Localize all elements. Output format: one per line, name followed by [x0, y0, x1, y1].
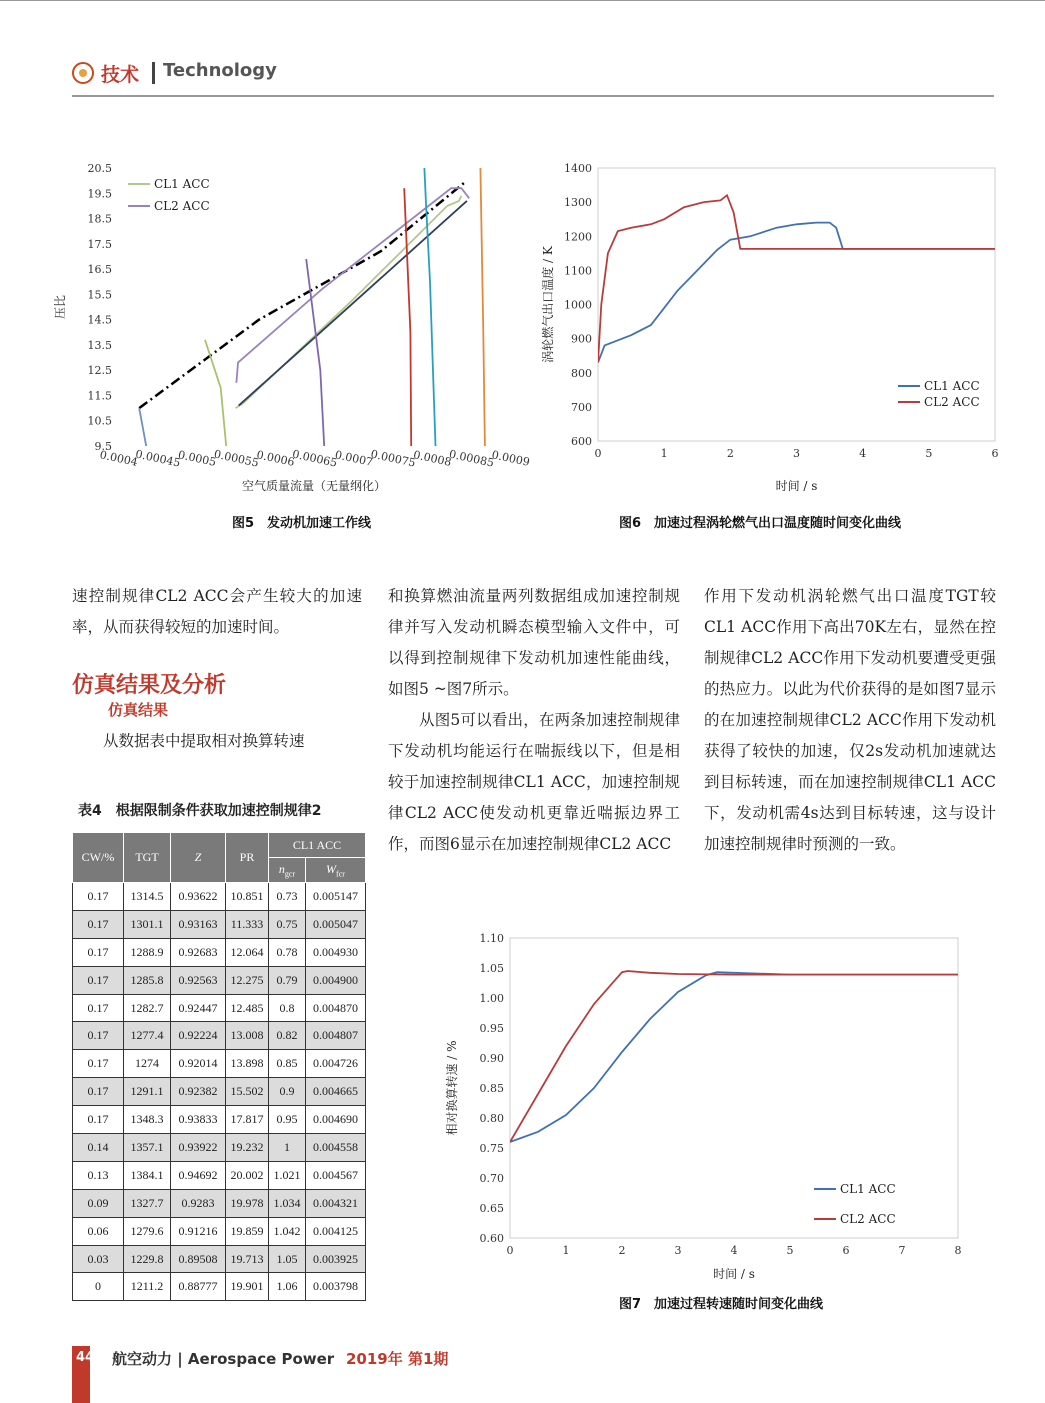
table-cell: 0.94692 [171, 1161, 226, 1189]
x-tick-label: 0.0008 [412, 448, 453, 469]
table-cell: 0.004125 [306, 1217, 366, 1245]
table-cell: 0.17 [73, 966, 124, 994]
table-row [73, 883, 366, 911]
y-axis-label: 涡轮燃气出口温度 / K [541, 246, 555, 363]
table-cell: 1301.1 [124, 910, 171, 938]
x-tick-label: 5 [786, 1244, 794, 1257]
table-row [73, 1106, 366, 1134]
y-tick-label: 19.5 [87, 187, 112, 201]
x-tick-label: 0.0009 [490, 448, 531, 469]
y-tick-label: 16.5 [87, 263, 112, 277]
y-tick-label: 18.5 [87, 212, 112, 226]
y-tick-label: 0.80 [479, 1112, 504, 1125]
y-tick-label: 10.5 [87, 414, 112, 428]
table-cell: 1288.9 [124, 938, 171, 966]
x-tick-label: 8 [954, 1244, 962, 1257]
table-row [73, 994, 366, 1022]
table-cell: 0.8 [269, 994, 306, 1022]
paragraph: 速控制规律CL2 ACC会产生较大的加速率，从而获得较短的加速时间。 [72, 587, 362, 636]
table-cell: 1277.4 [124, 1022, 171, 1050]
table-cell: 0.93163 [171, 910, 226, 938]
left-column-top [72, 581, 362, 643]
x-tick-label: 5 [925, 447, 933, 460]
table-row [73, 1217, 366, 1245]
table-cell: 12.275 [226, 966, 269, 994]
x-axis-label: 时间 / s [775, 479, 818, 493]
header-rule [72, 95, 994, 97]
table-cell: 0.004690 [306, 1106, 366, 1134]
table-cell: 0.17 [73, 938, 124, 966]
table-cell: 17.817 [226, 1106, 269, 1134]
legend-label: CL2 ACC [924, 395, 980, 409]
table-cell: 0.005147 [306, 883, 366, 911]
table-cell: 0.91216 [171, 1217, 226, 1245]
y-tick-label: 800 [571, 366, 592, 380]
subsection-title: 仿真结果 [108, 701, 169, 719]
table-row [73, 1161, 366, 1189]
table-cell: 19.859 [226, 1217, 269, 1245]
table-cell: 0.75 [269, 910, 306, 938]
table-row [73, 966, 366, 994]
table-cell: 0.73 [269, 883, 306, 911]
y-tick-label: 0.85 [479, 1082, 504, 1095]
x-tick-label: 0.00065 [291, 447, 339, 470]
x-axis-label: 时间 / s [713, 1267, 755, 1281]
legend-label: CL1 ACC [924, 379, 980, 393]
table-row [73, 938, 366, 966]
x-tick-label: 0.00075 [369, 447, 417, 470]
table-row [73, 1273, 366, 1301]
col-header-cw: CW/% [73, 833, 124, 883]
table-cell: 0.13 [73, 1161, 124, 1189]
table-row [73, 1245, 366, 1273]
table-cell: 11.333 [226, 910, 269, 938]
paragraph: 作用下发动机涡轮燃气出口温度TGT较CL1 ACC作用下高出70K左右，显然在控制规律CL2 ACC作用下发动机要遭受更强的热应力。以此为代价获得的是如图7显示的在加速控制规律CL2 ACC作用下发动机获得了较快的加速，仅2s发动机加速就达到目标转速，而在加速控制规律CL1 ACC下，发动机需4s达到目标转速，这与设计加速控制规律时预测的一致。 [704, 587, 996, 853]
y-tick-label: 1300 [564, 196, 592, 210]
table-cell: 0.89508 [171, 1245, 226, 1273]
table-cell: 1285.8 [124, 966, 171, 994]
col-header-z: Z [171, 833, 226, 883]
x-tick-label: 0.0004 [98, 448, 139, 469]
y-tick-label: 11.5 [87, 389, 112, 403]
series-line [139, 408, 146, 446]
right-column [704, 581, 996, 860]
x-tick-label: 2 [726, 447, 734, 460]
table-cell: 0.09 [73, 1189, 124, 1217]
y-tick-label: 15.5 [87, 288, 112, 302]
y-tick-label: 0.95 [479, 1022, 504, 1035]
table-cell: 1 [269, 1134, 306, 1162]
section-label-cn: 技术 [101, 64, 140, 86]
table-cell: 0.004321 [306, 1189, 366, 1217]
y-tick-label: 9.5 [94, 440, 112, 453]
table-cell: 0 [73, 1273, 124, 1301]
table-cell: 1357.1 [124, 1134, 171, 1162]
table-cell: 0.005047 [306, 910, 366, 938]
table-cell: 0.004558 [306, 1134, 366, 1162]
table-cell: 1279.6 [124, 1217, 171, 1245]
section-title: 仿真结果及分析 [72, 673, 227, 698]
section-label-en: Technology [163, 60, 277, 81]
table-cell: 0.14 [73, 1134, 124, 1162]
table-cell: 20.002 [226, 1161, 269, 1189]
table-row [73, 910, 366, 938]
x-tick-label: 0.0006 [255, 448, 296, 469]
middle-column [388, 581, 680, 860]
paragraph: 从图5可以看出，在两条加速控制规律下发动机均能运行在喘振线以下，但是相较于加速控制规律CL1 ACC，加速控制规律CL2 ACC使发动机更靠近喘振边界工作，而图6显示在加速控制规律CL2 ACC [388, 711, 680, 853]
table-cell: 0.004665 [306, 1078, 366, 1106]
legend-label: CL2 ACC [154, 199, 210, 213]
y-tick-label: 1.10 [479, 932, 504, 945]
table-cell: 0.004930 [306, 938, 366, 966]
table-title: 表4 根据限制条件获取加速控制规律2 [78, 803, 322, 819]
table-cell: 0.17 [73, 883, 124, 911]
x-tick-label: 0.00045 [134, 447, 182, 470]
left-column-para [72, 726, 362, 757]
journal-logo-icon [72, 62, 94, 84]
w-subscript: fcr [336, 869, 345, 879]
w-symbol: W [326, 861, 337, 876]
y-tick-label: 900 [571, 332, 592, 346]
figure-5-caption: 图5 发动机加速工作线 [232, 516, 372, 531]
table-cell: 0.003925 [306, 1245, 366, 1273]
y-tick-label: 20.5 [87, 162, 112, 175]
col-header-pr: PR [226, 833, 269, 883]
table-cell: 0.85 [269, 1050, 306, 1078]
y-axis-label: 压比 [53, 294, 67, 320]
table-cell: 1314.5 [124, 883, 171, 911]
series-line [510, 972, 958, 1142]
header-divider [152, 62, 155, 84]
y-tick-label: 1100 [564, 264, 592, 278]
table-cell: 0.17 [73, 1050, 124, 1078]
table-cell: 0.9 [269, 1078, 306, 1106]
table-cell: 0.92447 [171, 994, 226, 1022]
table-cell: 1291.1 [124, 1078, 171, 1106]
table-cell: 1.021 [269, 1161, 306, 1189]
y-tick-label: 1000 [564, 298, 592, 312]
table-cell: 0.004807 [306, 1022, 366, 1050]
x-tick-label: 0.0007 [333, 448, 375, 469]
journal-name: 航空动力 | Aerospace Power [112, 1350, 335, 1368]
table-cell: 19.978 [226, 1189, 269, 1217]
col-header-w [306, 858, 366, 883]
table-cell: 0.92563 [171, 966, 226, 994]
y-tick-label: 1.05 [479, 962, 504, 975]
figure-6-caption: 图6 加速过程涡轮燃气出口温度随时间变化曲线 [619, 516, 902, 531]
table-cell: 0.004726 [306, 1050, 366, 1078]
table-cell: 1282.7 [124, 994, 171, 1022]
col-header-group: CL1 ACC [269, 833, 366, 858]
table-cell: 0.93833 [171, 1106, 226, 1134]
table-cell: 1.034 [269, 1189, 306, 1217]
table-cell: 12.064 [226, 938, 269, 966]
table-cell: 0.03 [73, 1245, 124, 1273]
table-cell: 0.17 [73, 910, 124, 938]
x-tick-label: 7 [898, 1244, 906, 1257]
table-cell: 0.93622 [171, 883, 226, 911]
y-tick-label: 12.5 [87, 364, 112, 378]
table-cell: 1.042 [269, 1217, 306, 1245]
series-line [598, 195, 995, 362]
paragraph: 和换算燃油流量两列数据组成加速控制规律并写入发动机瞬态模型输入文件中，可以得到控制规律下发动机加速性能曲线，如图5 ~图7所示。 [388, 587, 680, 698]
x-tick-label: 0 [506, 1244, 514, 1257]
table-cell: 0.88777 [171, 1273, 226, 1301]
table-cell: 1327.7 [124, 1189, 171, 1217]
figure-7-caption: 图7 加速过程转速随时间变化曲线 [619, 1297, 824, 1312]
x-tick-label: 1 [562, 1244, 570, 1257]
table-cell: 0.06 [73, 1217, 124, 1245]
table-cell: 12.485 [226, 994, 269, 1022]
table-cell: 0.82 [269, 1022, 306, 1050]
table-cell: 0.004870 [306, 994, 366, 1022]
x-tick-label: 0 [594, 447, 602, 460]
y-tick-label: 17.5 [87, 237, 112, 251]
y-tick-label: 0.70 [479, 1172, 504, 1185]
table-cell: 1229.8 [124, 1245, 171, 1273]
y-tick-label: 0.90 [479, 1052, 504, 1065]
x-tick-label: 4 [859, 447, 867, 460]
series-line [306, 259, 324, 446]
y-tick-label: 600 [571, 435, 592, 448]
x-tick-label: 6 [991, 447, 999, 460]
table-cell: 0.78 [269, 938, 306, 966]
table-cell: 13.898 [226, 1050, 269, 1078]
y-tick-label: 1400 [564, 162, 592, 175]
table-row [73, 1189, 366, 1217]
table-cell: 1274 [124, 1050, 171, 1078]
x-tick-label: 6 [842, 1244, 850, 1257]
y-tick-label: 0.75 [479, 1142, 504, 1155]
table-cell: 0.17 [73, 1022, 124, 1050]
x-tick-label: 3 [674, 1244, 682, 1257]
legend-label: CL2 ACC [840, 1212, 896, 1226]
table-row [73, 1134, 366, 1162]
table-row [73, 1022, 366, 1050]
figure-7-chart [430, 928, 990, 1288]
table-cell: 0.004900 [306, 966, 366, 994]
paragraph: 从数据表中提取相对换算转速 [103, 732, 305, 750]
table-cell: 1.06 [269, 1273, 306, 1301]
table-cell: 0.93922 [171, 1134, 226, 1162]
table-cell: 0.17 [73, 1106, 124, 1134]
table-cell: 15.502 [226, 1078, 269, 1106]
x-tick-label: 1 [660, 447, 668, 460]
control-law-table [72, 832, 366, 1301]
y-tick-label: 700 [571, 400, 592, 414]
legend-label: CL1 ACC [154, 177, 210, 191]
page-number: 44 [76, 1350, 95, 1365]
table-cell: 1384.1 [124, 1161, 171, 1189]
table-cell: 0.92683 [171, 938, 226, 966]
table-cell: 13.008 [226, 1022, 269, 1050]
x-tick-label: 0.0005 [176, 448, 218, 469]
series-line [598, 223, 995, 363]
col-header-n [269, 858, 306, 883]
table-cell: 0.17 [73, 994, 124, 1022]
table-cell: 0.92224 [171, 1022, 226, 1050]
table-cell: 0.92382 [171, 1078, 226, 1106]
table-cell: 0.003798 [306, 1273, 366, 1301]
table-cell: 19.232 [226, 1134, 269, 1162]
table-cell: 19.901 [226, 1273, 269, 1301]
x-tick-label: 4 [730, 1244, 738, 1257]
table-cell: 0.9283 [171, 1189, 226, 1217]
y-tick-label: 1200 [564, 230, 592, 244]
top-border [0, 0, 1045, 1]
table-row [73, 1078, 366, 1106]
series-line [510, 971, 958, 1142]
table-cell: 0.17 [73, 1078, 124, 1106]
table-cell: 0.79 [269, 966, 306, 994]
x-tick-label: 2 [618, 1244, 626, 1257]
table-cell: 0.95 [269, 1106, 306, 1134]
table-cell: 1211.2 [124, 1273, 171, 1301]
table-row [73, 1050, 366, 1078]
x-tick-label: 3 [793, 447, 800, 460]
y-tick-label: 13.5 [87, 338, 112, 352]
table-cell: 10.851 [226, 883, 269, 911]
figure-5-chart [52, 158, 552, 498]
n-subscript: gcr [284, 869, 296, 879]
x-axis-label: 空气质量流量（无量纲化） [241, 479, 387, 493]
n-symbol: n [278, 861, 285, 876]
table-cell: 0.92014 [171, 1050, 226, 1078]
y-tick-label: 1.00 [479, 992, 504, 1005]
series-line [480, 158, 485, 446]
table-cell: 19.713 [226, 1245, 269, 1273]
series-line [236, 188, 469, 383]
y-tick-label: 0.60 [479, 1232, 504, 1245]
x-tick-label: 0.00085 [447, 447, 496, 470]
x-tick-label: 0.00055 [212, 447, 260, 470]
legend-label: CL1 ACC [840, 1182, 896, 1196]
y-tick-label: 0.65 [479, 1202, 504, 1215]
y-tick-label: 14.5 [87, 313, 112, 327]
col-header-tgt: TGT [124, 833, 171, 883]
table-cell: 1.05 [269, 1245, 306, 1273]
table-cell: 1348.3 [124, 1106, 171, 1134]
y-axis-label: 相对换算转速 / % [445, 1040, 459, 1136]
table-cell: 0.004567 [306, 1161, 366, 1189]
journal-issue: 2019年 第1期 [346, 1350, 449, 1368]
figure-6-chart [530, 158, 1010, 498]
